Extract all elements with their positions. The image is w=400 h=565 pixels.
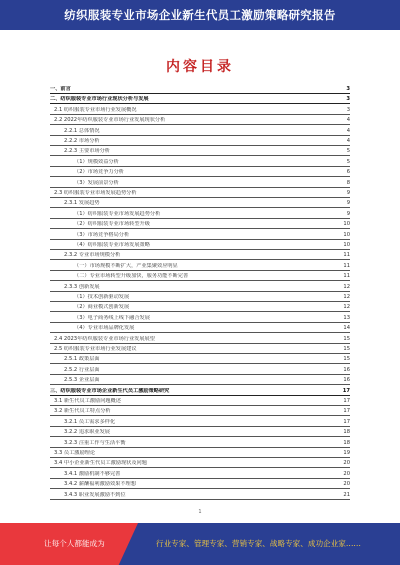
toc-leader-line bbox=[50, 114, 350, 115]
toc-entry-page: 17 bbox=[343, 408, 350, 415]
toc-leader-line bbox=[50, 249, 350, 250]
toc-entry[interactable] bbox=[50, 367, 350, 375]
toc-entry-title: 2.3.3 创新发展 bbox=[64, 283, 100, 290]
toc-leader-line bbox=[50, 363, 350, 364]
toc-entry-title: （2）商业模式创新发展 bbox=[74, 304, 130, 311]
toc-entry-page: 12 bbox=[343, 304, 350, 311]
toc-entry-page: 12 bbox=[343, 294, 350, 300]
toc-entry-title: 3.2.2 追求职业发展 bbox=[64, 429, 110, 436]
toc-entry-page: 10 bbox=[343, 242, 350, 248]
toc-entry-page: 17 bbox=[343, 418, 350, 425]
toc-entry-title: 3.1 新生代员工激励问题概述 bbox=[54, 398, 121, 404]
toc-entry-title: （3）市场竞争格局分析 bbox=[74, 231, 130, 238]
toc-entry[interactable] bbox=[50, 107, 350, 115]
toc-entry-page: 9 bbox=[346, 210, 350, 217]
toc-entry-title: 2.5 纺织服装专业市场行业发展建议 bbox=[54, 346, 137, 352]
toc-entry-page: 11 bbox=[343, 252, 350, 259]
toc-entry-page: 20 bbox=[343, 460, 350, 467]
table-of-contents bbox=[50, 86, 350, 506]
toc-entry-title: 3.2.1 员工需求多样化 bbox=[64, 418, 116, 425]
toc-entry-page: 21 bbox=[343, 491, 350, 498]
toc-entry-page: 10 bbox=[343, 231, 350, 238]
toc-entry-title: （4）纺织服装专业市场发展策略 bbox=[74, 242, 150, 248]
toc-leader-line bbox=[50, 447, 350, 448]
toc-leader-line bbox=[50, 270, 350, 271]
toc-leader-line bbox=[50, 145, 350, 146]
toc-entry[interactable] bbox=[50, 356, 350, 364]
toc-leader-line bbox=[50, 343, 350, 344]
toc-entry[interactable] bbox=[50, 388, 350, 396]
toc-entry-title: 3.3 员工激励理论 bbox=[54, 450, 96, 456]
toc-entry[interactable] bbox=[50, 221, 350, 229]
toc-entry-page: 3 bbox=[346, 106, 350, 113]
toc-entry-title: 2.3.2 专业市场规模分析 bbox=[64, 252, 121, 259]
toc-entry-title: 3.4.1 激励机制不够完善 bbox=[64, 470, 121, 477]
toc-entry-page: 16 bbox=[343, 366, 350, 373]
toc-entry[interactable] bbox=[50, 419, 350, 427]
report-title: 纺织服装专业市场企业新生代员工激励策略研究报告 bbox=[64, 8, 336, 22]
page-number: 1 bbox=[198, 509, 202, 515]
toc-entry-page: 20 bbox=[343, 481, 350, 488]
toc-leader-line bbox=[50, 135, 350, 136]
footer-tagline: 行业专家、管理专家、营销专家、战略专家、成功企业家…… bbox=[156, 539, 362, 548]
toc-entry[interactable] bbox=[50, 211, 350, 219]
toc-entry[interactable] bbox=[50, 273, 350, 281]
toc-leader-line bbox=[50, 384, 350, 385]
toc-entry-page: 3 bbox=[346, 86, 350, 92]
toc-leader-line bbox=[50, 311, 350, 312]
toc-entry[interactable] bbox=[50, 429, 350, 437]
toc-entry-title: （2）纺织服装专业市场转型升级 bbox=[74, 221, 150, 228]
toc-entry-page: 15 bbox=[343, 346, 350, 352]
toc-entry-page: 17 bbox=[343, 398, 350, 404]
toc-entry[interactable] bbox=[50, 398, 350, 406]
toc-entry[interactable] bbox=[50, 408, 350, 416]
toc-entry-page: 9 bbox=[346, 200, 350, 207]
toc-entry-title: 3.2.3 注重工作与生活平衡 bbox=[64, 439, 126, 446]
toc-entry-title: 2.2.2 市场分析 bbox=[64, 138, 100, 144]
toc-entry-page: 14 bbox=[343, 325, 350, 332]
toc-leader-line bbox=[50, 353, 350, 354]
toc-entry[interactable] bbox=[50, 263, 350, 271]
toc-entry[interactable] bbox=[50, 284, 350, 292]
toc-leader-line bbox=[50, 499, 350, 500]
toc-entry-title: （二）专业市场转型升级加快，服务功能不断完善 bbox=[74, 273, 189, 280]
toc-leader-line bbox=[50, 332, 350, 333]
toc-entry-page: 13 bbox=[343, 314, 350, 321]
toc-entry[interactable] bbox=[50, 294, 350, 302]
toc-entry-title: 二、纺织服装专业市场行业现状分析与发展 bbox=[50, 96, 149, 103]
toc-entry[interactable] bbox=[50, 460, 350, 468]
toc-entry-title: 2.5.2 行业层面 bbox=[64, 366, 100, 373]
toc-leader-line bbox=[50, 239, 350, 240]
toc-leader-line bbox=[50, 166, 350, 167]
toc-leader-line bbox=[50, 322, 350, 323]
toc-entry[interactable] bbox=[50, 232, 350, 240]
toc-leader-line bbox=[50, 155, 350, 156]
toc-entry[interactable] bbox=[50, 304, 350, 312]
toc-entry-page: 18 bbox=[343, 429, 350, 436]
toc-entry-page: 19 bbox=[343, 450, 350, 456]
report-header bbox=[0, 0, 400, 30]
toc-leader-line bbox=[50, 405, 350, 406]
toc-entry-page: 9 bbox=[346, 190, 350, 196]
toc-leader-line bbox=[50, 218, 350, 219]
toc-entry-title: （4）专业市场品牌化发展 bbox=[74, 325, 135, 332]
toc-entry-title: 2.2.3 主要市场分析 bbox=[64, 148, 110, 155]
toc-entry-title: 一、前言 bbox=[50, 86, 71, 92]
toc-entry-title: （3）发展前景分析 bbox=[74, 179, 119, 186]
toc-entry-title: （1）规模效益分析 bbox=[74, 158, 119, 165]
toc-entry-title: 三、纺织服装专业市场企业新生代员工激励策略研究 bbox=[50, 387, 170, 394]
toc-entry-page: 12 bbox=[343, 283, 350, 290]
toc-entry[interactable] bbox=[50, 169, 350, 177]
toc-entry-title: （一）市场规模不断扩大，产业集聚效应明显 bbox=[74, 262, 178, 269]
toc-leader-line bbox=[50, 176, 350, 177]
toc-entry[interactable] bbox=[50, 450, 350, 458]
toc-entry[interactable] bbox=[50, 190, 350, 198]
toc-entry[interactable] bbox=[50, 440, 350, 448]
toc-entry-page: 17 bbox=[342, 387, 350, 394]
toc-leader-line bbox=[50, 228, 350, 229]
toc-leader-line bbox=[50, 301, 350, 302]
toc-entry[interactable] bbox=[50, 117, 350, 125]
toc-entry[interactable] bbox=[50, 315, 350, 323]
toc-leader-line bbox=[50, 426, 350, 427]
toc-entry-title: （2）市场竞争力分析 bbox=[74, 169, 124, 176]
toc-entry-title: 3.4.2 薪酬福利激励效果不理想 bbox=[64, 481, 136, 488]
toc-entry[interactable] bbox=[50, 481, 350, 489]
toc-entry-title: 3.2 新生代员工特点分析 bbox=[54, 408, 111, 415]
toc-entry-page: 15 bbox=[343, 356, 350, 363]
toc-entry-title: 2.4 2023年纺织服装专业市场行业发展展望 bbox=[54, 335, 155, 342]
toc-entry-page: 20 bbox=[343, 470, 350, 477]
toc-entry[interactable] bbox=[50, 242, 350, 250]
toc-entry-page: 5 bbox=[346, 148, 350, 155]
toc-entry-page: 18 bbox=[343, 439, 350, 446]
toc-leader-line bbox=[50, 187, 350, 188]
toc-entry-page: 10 bbox=[343, 221, 350, 228]
toc-entry-title: 2.1 纺织服装专业市场行业发展概况 bbox=[54, 106, 137, 113]
toc-entry-title: 2.3 纺织服装专业市场发展趋势分析 bbox=[54, 190, 137, 196]
toc-leader-line bbox=[50, 415, 350, 416]
toc-entry[interactable] bbox=[50, 200, 350, 208]
toc-leader-line bbox=[50, 395, 350, 396]
toc-entry-title: 2.2 2022年纺织服装专业市场行业发展现状分析 bbox=[54, 117, 166, 124]
toc-entry-page: 4 bbox=[346, 117, 350, 124]
toc-leader-line bbox=[50, 374, 350, 375]
toc-heading: 内容目录 bbox=[166, 59, 234, 75]
toc-entry-page: 6 bbox=[346, 169, 350, 176]
toc-entry[interactable] bbox=[50, 346, 350, 354]
toc-entry[interactable] bbox=[50, 138, 350, 146]
toc-entry[interactable] bbox=[50, 180, 350, 188]
toc-entry-page: 3 bbox=[346, 96, 350, 103]
footer-slogan: 让每个人都能成为 bbox=[44, 539, 105, 548]
toc-entry-page: 15 bbox=[343, 335, 350, 342]
toc-entry-title: 2.2.1 总体情况 bbox=[64, 127, 100, 134]
toc-leader-line bbox=[50, 197, 350, 198]
toc-entry[interactable] bbox=[50, 159, 350, 167]
toc-entry-title: 2.3.1 发展趋势 bbox=[64, 200, 100, 207]
toc-leader-line bbox=[50, 280, 350, 281]
toc-leader-line bbox=[50, 93, 350, 94]
toc-leader-line bbox=[50, 259, 350, 260]
footer-banner bbox=[0, 523, 400, 565]
toc-entry-page: 8 bbox=[346, 179, 350, 186]
toc-entry[interactable] bbox=[50, 148, 350, 156]
toc-leader-line bbox=[50, 291, 350, 292]
toc-entry[interactable] bbox=[50, 471, 350, 479]
toc-entry-page: 4 bbox=[346, 138, 350, 144]
toc-leader-line bbox=[50, 207, 350, 208]
toc-entry-title: （1）纺织服装专业市场发展趋势分析 bbox=[74, 210, 161, 217]
toc-entry-page: 11 bbox=[343, 273, 350, 280]
toc-entry-title: 3.4.3 职业发展激励不到位 bbox=[64, 491, 126, 498]
toc-entry[interactable] bbox=[50, 325, 350, 333]
toc-leader-line bbox=[50, 457, 350, 458]
toc-entry[interactable] bbox=[50, 128, 350, 136]
toc-leader-line bbox=[50, 436, 350, 437]
toc-entry-title: 2.5.1 政策层面 bbox=[64, 356, 100, 363]
toc-entry[interactable] bbox=[50, 492, 350, 500]
toc-entry[interactable] bbox=[50, 252, 350, 260]
toc-entry-page: 4 bbox=[346, 127, 350, 134]
toc-entry-page: 16 bbox=[343, 377, 350, 384]
toc-entry[interactable] bbox=[50, 336, 350, 344]
toc-entry-title: （3）电子商务线上线下融合发展 bbox=[74, 314, 150, 321]
toc-leader-line bbox=[50, 124, 350, 125]
toc-entry-title: 3.4 中小企业新生代员工激励现状及问题 bbox=[54, 460, 147, 467]
toc-leader-line bbox=[50, 488, 350, 489]
toc-entry-title: （1）技术创新驱动发展 bbox=[74, 294, 130, 300]
toc-entry[interactable] bbox=[50, 86, 350, 94]
toc-entry-page: 11 bbox=[343, 262, 350, 269]
toc-entry-title: 2.5.3 企业层面 bbox=[64, 377, 100, 384]
toc-leader-line bbox=[50, 478, 350, 479]
toc-entry[interactable] bbox=[50, 96, 350, 104]
toc-entry[interactable] bbox=[50, 377, 350, 385]
toc-leader-line bbox=[50, 467, 350, 468]
toc-entry-page: 5 bbox=[346, 158, 350, 165]
toc-leader-line bbox=[50, 103, 350, 104]
